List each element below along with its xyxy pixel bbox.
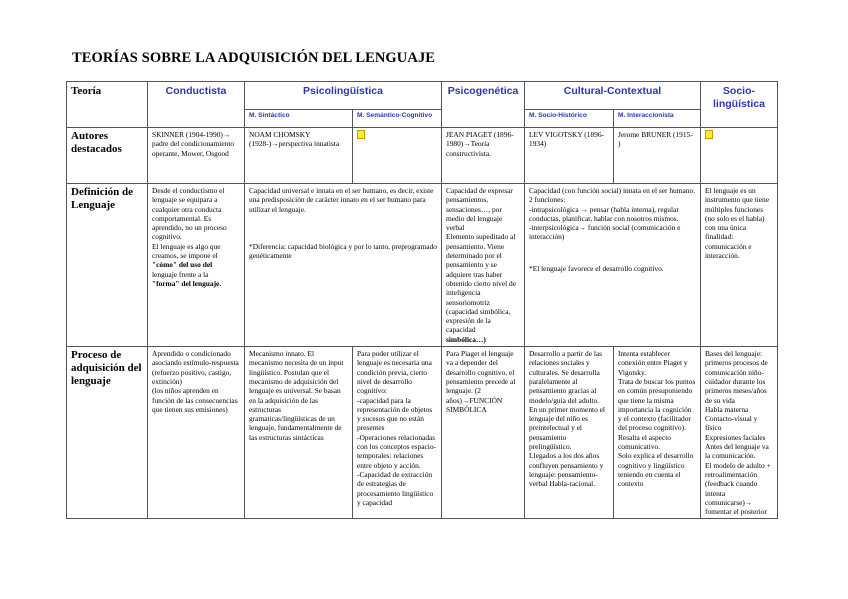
autores-sintactico: NOAM CHOMSKY (1928-)→perspectiva innatista	[245, 128, 353, 184]
autores-psicogenetica: JEAN PIAGET (1896-1980)→Teoría constructivista.	[442, 128, 525, 184]
subheader-semantico: M. Semántico-Cognitivo	[353, 110, 442, 128]
header-cultural-contextual: Cultural-Contextual	[525, 82, 701, 110]
autores-interaccionista: Jerome BRUNER (1915- )	[614, 128, 701, 184]
proceso-psicogenetica: Para Piaget el lenguaje va a depender del desarrollo cognitivo, el pensamiento precede al lenguaje. (2 años)→FUNCIÓN SIMBÓLICA	[442, 347, 525, 519]
definicion-conductista	[148, 184, 245, 347]
definicion-conductista-text: Desde el conductismo el lenguaje se equipara a cualquier otra conducta comportamental. Es aprendido, no un proceso cognitivo. El lenguaje es algo que creamos, se impone el	[152, 186, 227, 261]
definicion-psicolinguistica	[245, 184, 442, 347]
header-psicogenetica-spacer	[442, 110, 525, 128]
header-conductista: Conductista	[148, 82, 245, 110]
row-label-autores: Autores destacados	[67, 128, 148, 184]
definicion-psicolinguistica-note: *Diferencia: capacidad biológica y por lo tanto, preprogramado genéticamente	[249, 241, 437, 261]
definicion-psicolinguistica-text: Capacidad universal e innata en el ser humano, es decir, existe una predisposición de carácter innato en el ser humano para utilizar el lenguaje.	[249, 186, 434, 214]
autores-conductista: SKINNER (1904-1990)→ padre del condicionamiento operante, Mower, Osgood	[148, 128, 245, 184]
header-teoria: Teoría	[67, 82, 148, 110]
sticky-note-icon[interactable]	[357, 130, 365, 139]
header-sociolinguistica: Socio-lingüística	[701, 82, 778, 128]
sticky-note-icon[interactable]	[705, 130, 713, 139]
theories-table	[66, 81, 778, 519]
definicion-cultural	[525, 184, 701, 347]
autores-sociohistorico: LEV VIGOTSKY (1896-1934)	[525, 128, 614, 184]
autores-semantico	[353, 128, 442, 184]
definicion-psicogenetica-text: Capacidad de expresar pensamientos, sensaciones…, por medio del lenguaje verbal Elemento supeditado al pensamiento. Viene determinado por el pensamiento y se adquiere tras haber obtenido cierto nivel de inteligencia sensoriomotriz (capacidad simbólica, expresión de la capacidad	[446, 186, 516, 335]
header-conductista-spacer	[148, 110, 245, 128]
subheader-sintactico: M. Sintáctico	[245, 110, 353, 128]
proceso-interaccionista: Intenta establecer conexión entre Piaget y Vigotsky. Trata de buscar los puntos en común presuponiendo que tiene la misma importancia la cognición y el contexto (facilitador del proceso cognitivo). Resalta el aspecto comunicativo. Solo explica el desarrollo cognitivo y lingüístico teniendo en cuenta el contexto	[614, 347, 701, 519]
definicion-cultural-note: *El lenguaje favorece el desarrollo cognitivo.	[529, 263, 664, 273]
proceso-sociohistorico: Desarrollo a partir de las relaciones sociales y culturales. Se desarrolla paralelamente al pensamiento gracias al modelo/guía del adulto. En un primer momento el lenguaje del niño es preintelectual y el pensamiento prelingüístico. Llegados a los dos años confluyen pensamiento y lenguaje: pensamiento-verbal Habla-racional.	[525, 347, 614, 519]
definicion-psicogenetica	[442, 184, 525, 347]
proceso-socio: Bases del lenguaje: primeros procesos de comunicación niño-cuidador durante los primeros meses/años de su vida Habla materna Contacto-visual y físico Expresiones faciales Antes del lenguaje va la comunicación. El modelo de adulto + retroalimentación (feedback cuando intenta comunicarse)→ fomentar el posterior	[701, 347, 778, 519]
definicion-conductista-text-2: lenguaje frente a la	[152, 269, 209, 279]
header-psicolinguistica: Psicolingüística	[245, 82, 442, 110]
definicion-socio: El lenguaje es un instrumento que tiene múltiples funciones (no solo es el habla) con una única finalidad: comunicación e interacción.	[701, 184, 778, 347]
row-label-proceso: Proceso de adquisición del lenguaje	[67, 347, 148, 519]
definicion-conductista-bold-2: "forma" del lenguaje.	[152, 278, 222, 288]
definicion-conductista-bold-1: "cómo" del uso del	[152, 260, 213, 270]
proceso-semantico: Para poder utilizar el lenguaje es necesaria una condición previa, cierto nivel de desarrollo cognitivo: -capacidad para la representación de objetos y sucesos que no están presentes -Operaciones relacionadas con los conceptos espacio-temporales: relaciones entre objeto y acción. -Capacidad de extracción de estrategias de procesamiento lingüístico y capacidad	[353, 347, 442, 519]
page-title: TEORÍAS SOBRE LA ADQUISICIÓN DEL LENGUAJE	[72, 50, 436, 66]
autores-socio	[701, 128, 778, 184]
header-psicogenetica: Psicogenética	[442, 82, 525, 110]
subheader-sociohistorico: M. Socio-Histórico	[525, 110, 614, 128]
proceso-conductista: Aprendido o condicionado asociando estímulo-respuesta (refuerzo positivo, castigo, extinción) (los niños aprenden en función de las consecuencias que tienen sus emisiones)	[148, 347, 245, 519]
definicion-psicogenetica-bold: simbólica…)	[446, 334, 486, 344]
header-teoria-spacer	[67, 110, 148, 128]
definicion-cultural-text: Capacidad (con función social) innata en el ser humano. 2 funciones: -intrapsicológica → pensar (habla interna), regular conductas, planificar, hablar con nosotros mismos. -interpsicológica→ función social (comunicación e interacción)	[529, 186, 696, 242]
proceso-sintactico: Mecanismo innato. El mecanismo necesita de un input lingüístico. Postulan que el mecanismo de adquisición del lenguaje es universal. Se basan en la adquisición de las estructuras gramaticas/lingüísticas de un lenguaje, fundamentalmente de las estructuras sintácticas	[245, 347, 353, 519]
subheader-interaccionista: M. Interaccionista	[614, 110, 701, 128]
row-label-definicion: Definición de Lenguaje	[67, 184, 148, 347]
